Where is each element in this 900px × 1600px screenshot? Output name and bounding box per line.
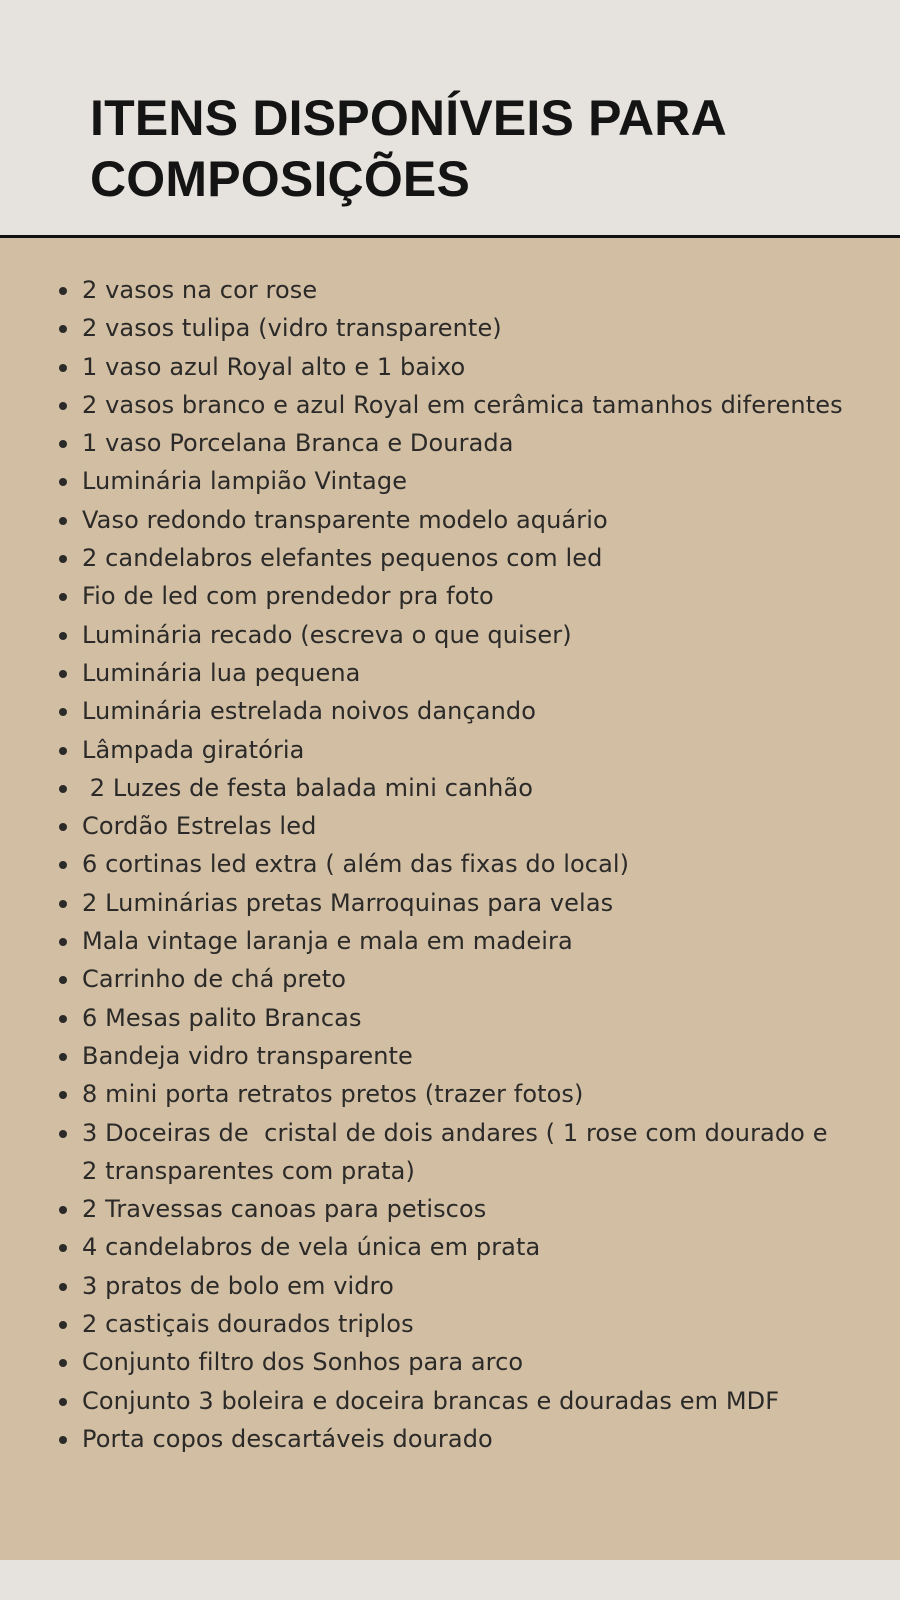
bullet-icon bbox=[59, 632, 67, 640]
list-item-text: 1 vaso Porcelana Branca e Dourada bbox=[82, 429, 514, 458]
page-title: ITENS DISPONÍVEIS PARA COMPOSIÇÕES bbox=[90, 90, 726, 207]
bullet-icon bbox=[59, 747, 67, 755]
bullet-icon bbox=[59, 785, 67, 793]
bullet-icon bbox=[59, 670, 67, 678]
list-item bbox=[0, 1343, 900, 1381]
bullet-icon bbox=[59, 440, 67, 448]
bullet-icon bbox=[59, 823, 67, 831]
list-item bbox=[0, 539, 900, 577]
list-item-text: 2 candelabros elefantes pequenos com led bbox=[82, 544, 603, 573]
list-item-text: 8 mini porta retratos pretos (trazer fotos) bbox=[82, 1080, 584, 1109]
list-item bbox=[0, 309, 900, 347]
list-item bbox=[0, 960, 900, 998]
header bbox=[0, 0, 900, 235]
list-item-text: 3 pratos de bolo em vidro bbox=[82, 1271, 394, 1300]
list-item bbox=[0, 577, 900, 615]
bullet-icon bbox=[59, 402, 67, 410]
list-item bbox=[0, 922, 900, 960]
list-item-text: 2 castiçais dourados triplos bbox=[82, 1310, 414, 1339]
list-item bbox=[0, 807, 900, 845]
bullet-icon bbox=[59, 325, 67, 333]
list-item-text: 2 vasos na cor rose bbox=[82, 276, 318, 304]
list-item bbox=[0, 999, 900, 1037]
list-item-text: Vaso redondo transparente modelo aquário bbox=[82, 505, 608, 534]
bullet-icon bbox=[59, 364, 67, 372]
list-item-text: 6 cortinas led extra ( além das fixas do local) bbox=[82, 850, 630, 879]
list-item bbox=[0, 1228, 900, 1266]
list-item-text: 1 vaso azul Royal alto e 1 baixo bbox=[82, 352, 466, 381]
list-item-text: Luminária lua pequena bbox=[82, 658, 361, 687]
list-item bbox=[0, 1114, 900, 1191]
list-item bbox=[0, 386, 900, 424]
bullet-icon bbox=[59, 1321, 67, 1329]
list-item bbox=[0, 1037, 900, 1075]
list-item bbox=[0, 462, 900, 500]
bullet-icon bbox=[59, 1283, 67, 1291]
bullet-icon bbox=[59, 900, 67, 908]
list-item bbox=[0, 616, 900, 654]
list-item bbox=[0, 1190, 900, 1228]
list-item bbox=[0, 348, 900, 386]
list-item-text: Cordão Estrelas led bbox=[82, 812, 317, 841]
list-item-text: 2 Luzes de festa balada mini canhão bbox=[82, 773, 534, 802]
list-item-text: 2 vasos branco e azul Royal em cerâmica tamanhos diferentes bbox=[82, 390, 843, 419]
list-item bbox=[0, 271, 900, 309]
items-list bbox=[0, 271, 900, 1458]
list-item-text: Luminária lampião Vintage bbox=[82, 467, 408, 496]
bullet-icon bbox=[59, 1436, 67, 1444]
list-item bbox=[0, 769, 900, 807]
list-item bbox=[0, 1305, 900, 1343]
bullet-icon bbox=[59, 938, 67, 946]
list-item bbox=[0, 1420, 900, 1458]
bullet-icon bbox=[59, 1091, 67, 1099]
bullet-icon bbox=[59, 478, 67, 486]
list-item bbox=[0, 845, 900, 883]
list-item bbox=[0, 654, 900, 692]
bullet-icon bbox=[59, 593, 67, 601]
list-item-text: Conjunto filtro dos Sonhos para arco bbox=[82, 1348, 524, 1377]
bullet-icon bbox=[59, 861, 67, 869]
list-item-text: Carrinho de chá preto bbox=[82, 965, 347, 994]
list-item bbox=[0, 884, 900, 922]
list-item bbox=[0, 731, 900, 769]
bullet-icon bbox=[59, 1206, 67, 1214]
bullet-icon bbox=[59, 1244, 67, 1252]
bullet-icon bbox=[59, 1015, 67, 1023]
list-item-text: 6 Mesas palito Brancas bbox=[82, 1003, 362, 1032]
list-item bbox=[0, 692, 900, 730]
list-item-text: Mala vintage laranja e mala em madeira bbox=[82, 927, 573, 956]
list-item-text: Porta copos descartáveis dourado bbox=[82, 1424, 493, 1453]
list-item-text: Conjunto 3 boleira e doceira brancas e douradas em MDF bbox=[82, 1386, 780, 1415]
list-item bbox=[0, 1267, 900, 1305]
list-item-text: Luminária estrelada noivos dançando bbox=[82, 697, 536, 726]
footer-strip bbox=[0, 1560, 900, 1600]
bullet-icon bbox=[59, 287, 67, 295]
list-item-text: Lâmpada giratória bbox=[82, 735, 305, 764]
bullet-icon bbox=[59, 517, 67, 525]
bullet-icon bbox=[59, 555, 67, 563]
list-item-text: Fio de led com prendedor pra foto bbox=[82, 582, 494, 611]
list-item-text: 3 Doceiras de cristal de dois andares ( 1 rose com dourado e 2 transparentes com prata) bbox=[82, 1118, 836, 1185]
bullet-icon bbox=[59, 1359, 67, 1367]
list-item bbox=[0, 501, 900, 539]
list-item bbox=[0, 1075, 900, 1113]
list-item bbox=[0, 424, 900, 462]
list-item-text: 4 candelabros de vela única em prata bbox=[82, 1233, 541, 1262]
bullet-icon bbox=[59, 708, 67, 716]
list-item bbox=[0, 1382, 900, 1420]
bullet-icon bbox=[59, 976, 67, 984]
list-item-text: 2 vasos tulipa (vidro transparente) bbox=[82, 314, 502, 343]
list-item-text: Bandeja vidro transparente bbox=[82, 1041, 413, 1070]
list-item-text: 2 Luminárias pretas Marroquinas para velas bbox=[82, 888, 614, 917]
list-item-text: 2 Travessas canoas para petiscos bbox=[82, 1195, 487, 1224]
list-item-text: Luminária recado (escreva o que quiser) bbox=[82, 620, 572, 649]
bullet-icon bbox=[59, 1130, 67, 1138]
bullet-icon bbox=[59, 1053, 67, 1061]
bullet-icon bbox=[59, 1398, 67, 1406]
